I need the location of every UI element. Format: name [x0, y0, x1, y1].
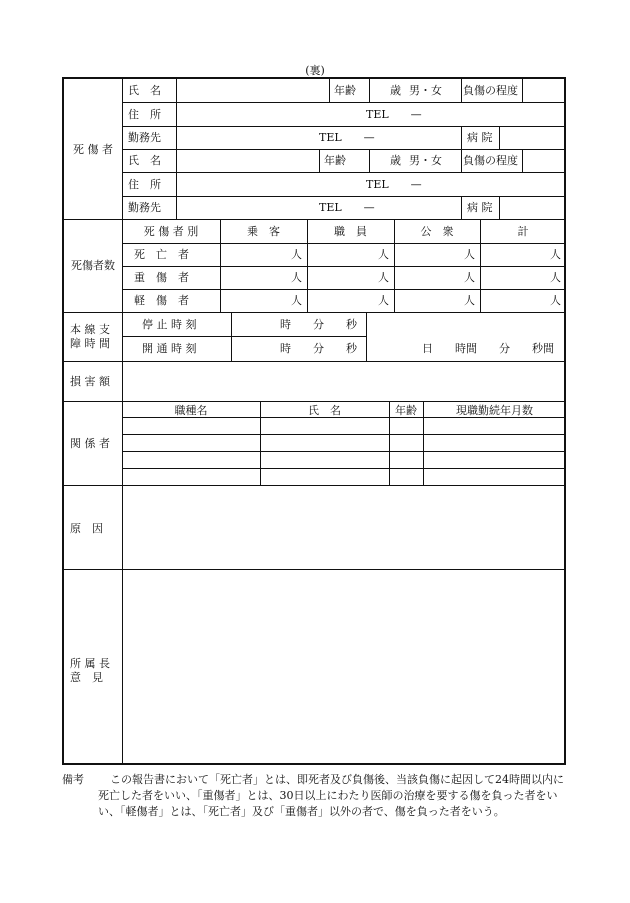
count-deaths-public[interactable]: 人: [464, 248, 475, 261]
count-header-public: 公 衆: [420, 225, 454, 238]
related-section-label: 関 係 者: [70, 437, 110, 450]
injury-field-2[interactable]: [524, 151, 564, 170]
hospital-label-2: 病 院: [467, 201, 493, 214]
name-label-1: 氏 名: [128, 84, 161, 97]
outage-stop-time[interactable]: 時 分 秒: [280, 318, 357, 331]
related-header-job: 職種名: [174, 404, 208, 417]
sex-options-1[interactable]: 男・女: [409, 84, 442, 97]
count-header-passengers: 乗 客: [247, 225, 280, 238]
count-minor-total[interactable]: 人: [550, 294, 561, 307]
outage-stop-label: 停 止 時 刻: [142, 318, 197, 331]
name-field-2[interactable]: [178, 151, 317, 170]
cause-section-label: 原 因: [70, 522, 103, 535]
cause-field[interactable]: [124, 487, 564, 567]
outage-duration[interactable]: 日 時間 分 秒間: [422, 342, 554, 355]
damage-amount-field[interactable]: [124, 363, 564, 399]
count-header-type: 死 傷 者 別: [143, 225, 199, 238]
count-row-serious-label: 重 傷 者: [134, 271, 189, 284]
outage-section-label-2: 障 時 間: [70, 337, 110, 350]
count-deaths-staff[interactable]: 人: [378, 248, 389, 261]
outage-section-label-1: 本 線 支: [70, 323, 110, 336]
count-minor-passengers[interactable]: 人: [291, 294, 302, 307]
related-header-name: 氏 名: [308, 404, 341, 417]
age-label-1: 年齢: [334, 84, 356, 97]
outage-resume-label: 開 通 時 刻: [142, 342, 197, 355]
address-label-1: 住 所: [128, 108, 161, 121]
address-tel-2: TEL —: [366, 178, 422, 191]
injury-label-1: 負傷の程度: [463, 84, 518, 97]
page-label: (裏): [305, 64, 325, 77]
address-tel-1: TEL —: [366, 108, 422, 121]
opinion-section-label-1: 所 属 長: [70, 657, 110, 670]
count-row-minor-label: 軽 傷 者: [134, 294, 189, 307]
remarks-text: この報告書において「死亡者」とは、即死者及び負傷後、当該負傷に起因して24時間以内に死亡した者をいい、「重傷者」とは、30日以上にわたり医師の治療を要する傷を負った者をいい、「軽傷者」とは、「死亡者」及び「重傷者」以外の者で、傷を負った者をいう。: [98, 773, 564, 818]
count-serious-staff[interactable]: 人: [378, 271, 389, 284]
report-form-back: [62, 77, 566, 765]
related-header-tenure: 現職勤続年月数: [456, 404, 533, 417]
count-row-deaths-label: 死 亡 者: [134, 248, 189, 261]
count-serious-public[interactable]: 人: [464, 271, 475, 284]
injury-field-1[interactable]: [524, 81, 564, 100]
outage-resume-time[interactable]: 時 分 秒: [280, 342, 357, 355]
remarks-label: 備考: [62, 773, 84, 786]
name-field-1[interactable]: [178, 81, 327, 100]
count-deaths-total[interactable]: 人: [550, 248, 561, 261]
count-serious-passengers[interactable]: 人: [291, 271, 302, 284]
age-label-2: 年齢: [324, 154, 346, 167]
age-unit-2: 歳: [390, 154, 401, 167]
name-label-2: 氏 名: [128, 154, 161, 167]
hospital-label-1: 病 院: [467, 131, 493, 144]
count-header-staff: 職 員: [334, 225, 367, 238]
count-serious-total[interactable]: 人: [550, 271, 561, 284]
work-tel-1: TEL —: [319, 131, 375, 144]
work-label-1: 勤務先: [128, 131, 161, 144]
opinion-field[interactable]: [124, 571, 564, 763]
work-tel-2: TEL —: [319, 201, 375, 214]
casualties-section-label: 死 傷 者: [73, 143, 113, 156]
related-header-age: 年齢: [395, 404, 417, 417]
opinion-section-label-2: 意 見: [70, 671, 103, 684]
damage-section-label: 損 害 額: [70, 375, 110, 388]
work-label-2: 勤務先: [128, 201, 161, 214]
count-minor-staff[interactable]: 人: [378, 294, 389, 307]
count-section-label: 死傷者数: [71, 259, 115, 272]
age-unit-1: 歳: [390, 84, 401, 97]
count-deaths-passengers[interactable]: 人: [291, 248, 302, 261]
address-label-2: 住 所: [128, 178, 161, 191]
injury-label-2: 負傷の程度: [463, 154, 518, 167]
count-minor-public[interactable]: 人: [464, 294, 475, 307]
count-header-total: 計: [517, 225, 529, 238]
sex-options-2[interactable]: 男・女: [409, 154, 442, 167]
